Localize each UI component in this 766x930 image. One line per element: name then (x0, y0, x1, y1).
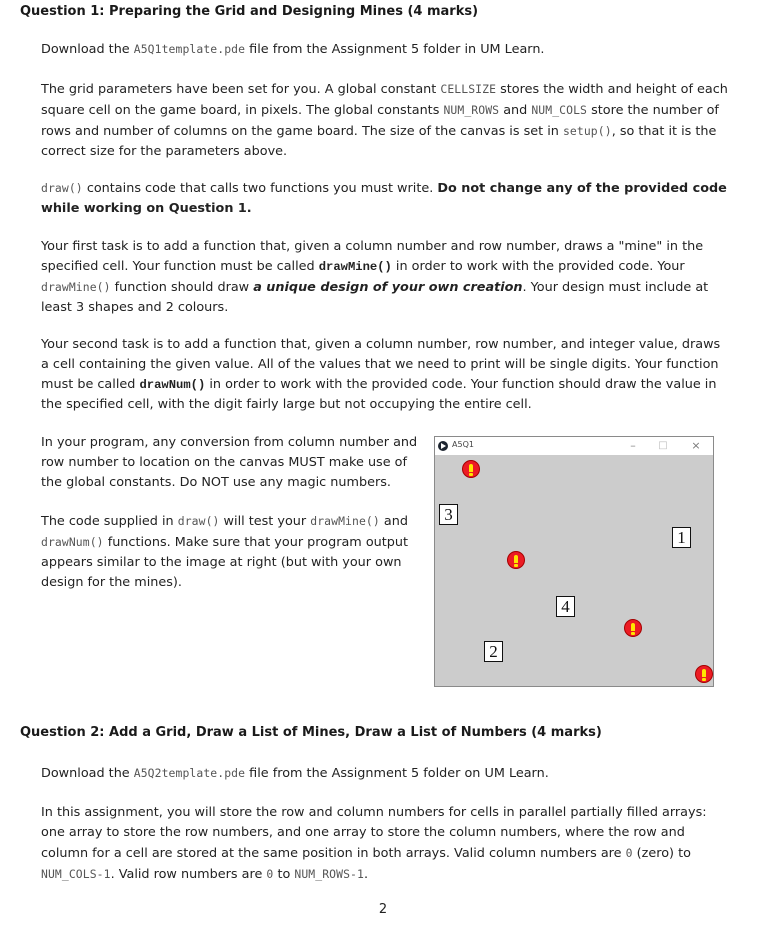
template-filename: A5Q1template.pde (133, 42, 246, 56)
minimize-button[interactable]: – (630, 439, 636, 452)
q1-drawnum-paragraph: Your second task is to add a function that, given a column number, row number, and integer value, draws a cell containing the given value. All of the values that we need to print will be single digits. Your function must be called drawNum() in order to work with the provided code. Your function should draw the value in the specified cell, with the digit fairly large but not occupying the entire cell. (41, 337, 721, 412)
mine-icon (624, 619, 642, 637)
processing-app-icon (438, 441, 448, 451)
q1-grid-parameters-paragraph: The grid parameters have been set for you. A global constant CELLSIZE stores the width and height of each square cell on the game board, in pixels. The global constants NUM_ROWS and NUM_COLS store the number of rows and number of columns on the game board. The size of the canvas is set in setup(), so that it is the correct size for the parameters above. (41, 82, 728, 159)
number-cell: 2 (484, 641, 503, 662)
q1-draw-paragraph: draw() contains code that calls two functions you must write. Do not change any of the provided code while working on Question 1. (41, 181, 727, 216)
question-2-heading: Question 2: Add a Grid, Draw a List of Mines, Draw a List of Numbers (4 marks) (20, 725, 602, 740)
window-titlebar (435, 437, 713, 455)
processing-output-window (434, 436, 714, 687)
mine-icon (462, 460, 480, 478)
question-1-heading: Question 1: Preparing the Grid and Designing Mines (4 marks) (20, 4, 479, 19)
q1-download-paragraph: Download the A5Q1template.pde file from the Assignment 5 folder in UM Learn. (41, 42, 545, 57)
mine-icon (695, 665, 713, 683)
q1-test-paragraph: The code supplied in draw() will test your drawMine() and drawNum() functions. Make sure that your program output appears similar to the image at right (but with your own design for the mines). (41, 514, 409, 590)
number-cell: 3 (439, 504, 458, 525)
window-title: A5Q1 (452, 440, 474, 449)
mine-icon (507, 551, 525, 569)
number-cell: 1 (672, 527, 691, 548)
template-filename: A5Q2template.pde (133, 766, 246, 780)
q2-arrays-paragraph: In this assignment, you will store the row and column numbers for cells in parallel partially filled arrays: one array to store the row numbers, and one array to store the column numbers, where the row and column for a cell are stored at the same position in both arrays. Valid column numbers are 0 (zero) to NUM_COLS-1. Valid row numbers are 0 to NUM_ROWS-1. (41, 805, 707, 882)
maximize-button[interactable]: □ (658, 440, 668, 451)
close-button[interactable]: × (691, 439, 701, 452)
number-cell: 4 (556, 596, 575, 617)
q1-conversion-paragraph: In your program, any conversion from column number and row number to location on the canvas MUST make use of the global constants. Do NOT use any magic numbers. (41, 435, 418, 490)
q2-download-paragraph: Download the A5Q2template.pde file from the Assignment 5 folder on UM Learn. (41, 766, 549, 781)
page-number: 2 (378, 902, 388, 917)
q1-drawmine-paragraph: Your first task is to add a function that, given a column number and row number, draws a "mine" in the specified cell. Your function must be called drawMine() in order to work with the provided code. Your drawMine() function should draw a unique design of your own creation. Your design must include at least 3 shapes and 2 colours. (41, 239, 709, 315)
game-canvas (435, 455, 713, 686)
